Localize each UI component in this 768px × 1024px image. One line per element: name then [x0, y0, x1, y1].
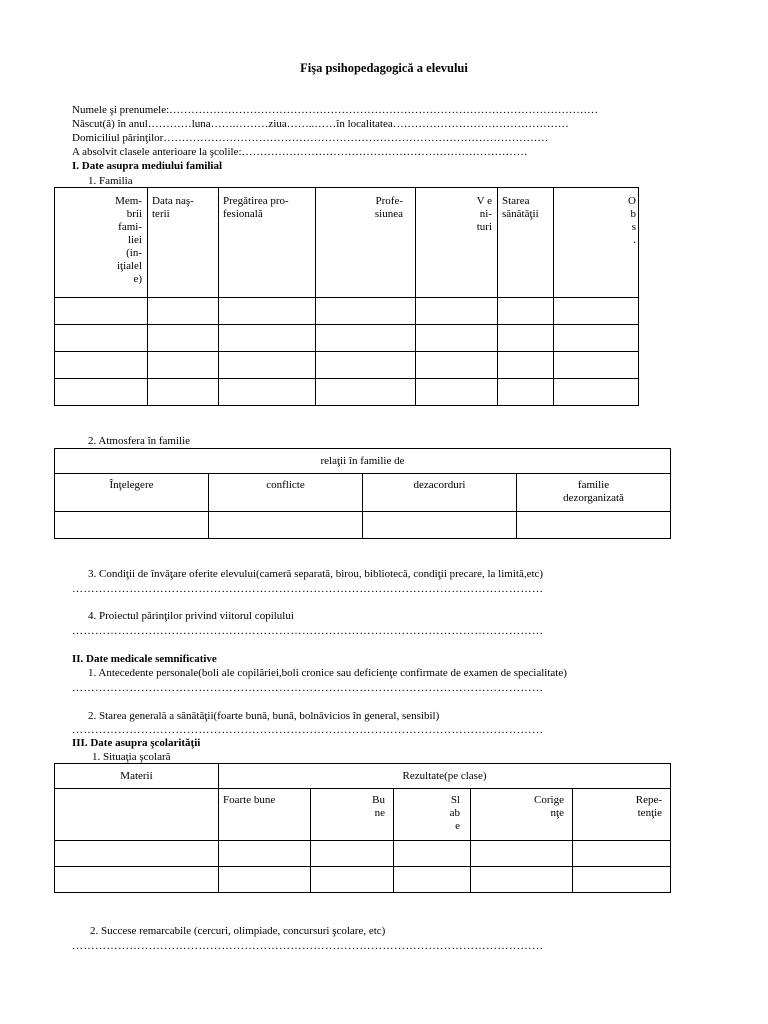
atmosphere-label: 2. Atmosfera în familie — [88, 435, 191, 447]
table-cell[interactable] — [573, 841, 671, 867]
table-row — [55, 512, 671, 539]
school-header-row — [55, 764, 671, 789]
atmosphere-cols-row — [55, 474, 671, 512]
subjects-header: Materii — [55, 764, 219, 789]
conditions-label: 3. Condiţii de învăţare oferite elevului(cameră separată, birou, bibliotecă, condiţii precare, la limită,etc) — [88, 568, 544, 580]
family-header-cell: Profe- siunea — [316, 188, 416, 298]
table-row — [55, 841, 671, 867]
table-cell[interactable] — [219, 867, 311, 893]
table-cell[interactable] — [554, 325, 639, 352]
table-cell[interactable] — [219, 352, 316, 379]
table-cell[interactable] — [498, 298, 554, 325]
atmosphere-header-row — [55, 449, 671, 474]
table-cell[interactable] — [219, 379, 316, 406]
table-cell[interactable] — [416, 298, 498, 325]
table-row — [55, 379, 639, 406]
field-parents-domicile: Domiciliul părinţilor…………………………………………………………………………………………… — [72, 132, 549, 144]
table-cell[interactable] — [471, 867, 573, 893]
table-cell[interactable] — [316, 379, 416, 406]
section-2-heading: II. Date medicale semnificative — [72, 653, 217, 665]
table-cell[interactable] — [55, 325, 148, 352]
family-header-cell: Mem- brii fami- liei (in- iţialel e) — [55, 188, 148, 298]
project-label: 4. Proiectul părinţilor privind viitorul copilului — [88, 610, 294, 622]
table-cell[interactable] — [148, 352, 219, 379]
table-cell[interactable] — [363, 512, 517, 539]
table-row — [55, 298, 639, 325]
antecedents-label: 1. Antecedente personale(boli ale copilăriei,boli cronice sau deficienţe confirmate de examen de specialitate) — [88, 667, 567, 679]
page-title: Fişa psihopedagogică a elevului — [300, 61, 468, 75]
relation-col: conflicte — [209, 474, 363, 512]
field-born: Născut(ă) în anul…………luna…….………ziua……..……în localitatea………………………………………… — [72, 118, 569, 130]
table-cell[interactable] — [316, 298, 416, 325]
section-1-heading: I. Date asupra mediului familial — [72, 160, 223, 172]
table-cell[interactable] — [148, 379, 219, 406]
table-row — [55, 867, 671, 893]
table-cell[interactable] — [554, 352, 639, 379]
results-col: Foarte bune — [219, 789, 311, 841]
relation-col: familie dezorganizată — [517, 474, 671, 512]
school-situation-table — [54, 763, 671, 893]
section-3-heading: III. Date asupra şcolarităţii — [72, 737, 201, 749]
table-cell[interactable] — [394, 841, 471, 867]
table-cell[interactable] — [316, 352, 416, 379]
table-cell[interactable] — [573, 867, 671, 893]
results-col: Repe- tenţie — [573, 789, 671, 841]
table-cell[interactable] — [311, 841, 394, 867]
table-cell[interactable] — [498, 325, 554, 352]
family-header-cell: Data naş- terii — [148, 188, 219, 298]
table-cell[interactable] — [219, 298, 316, 325]
table-cell[interactable] — [55, 352, 148, 379]
family-header-row — [55, 188, 639, 298]
situation-label: 1. Situaţia şcolară — [92, 751, 171, 763]
family-table — [54, 187, 639, 406]
relation-col: dezacorduri — [363, 474, 517, 512]
table-cell[interactable] — [498, 379, 554, 406]
results-col: Bu ne — [311, 789, 394, 841]
success-label: 2. Succese remarcabile (cercuri, olimpiade, concursuri şcolare, etc) — [90, 925, 386, 937]
table-row — [55, 325, 639, 352]
dotted-answer-line[interactable]: …………………………………………………………………………………………………………… — [72, 682, 544, 694]
dotted-answer-line[interactable]: …………………………………………………………………………………………………………… — [72, 583, 544, 595]
table-cell[interactable] — [416, 379, 498, 406]
table-cell[interactable] — [517, 512, 671, 539]
relation-col: Înţelegere — [55, 474, 209, 512]
table-cell[interactable] — [311, 867, 394, 893]
table-cell[interactable] — [498, 352, 554, 379]
table-cell[interactable] — [219, 841, 311, 867]
dotted-answer-line[interactable]: …………………………………………………………………………………………………………… — [72, 940, 544, 952]
table-cell[interactable] — [416, 325, 498, 352]
table-cell[interactable] — [394, 867, 471, 893]
dotted-answer-line[interactable]: …………………………………………………………………………………………………………… — [72, 625, 544, 637]
table-cell[interactable] — [316, 325, 416, 352]
family-header-cell: O b s . — [554, 188, 639, 298]
table-cell — [55, 789, 219, 841]
atmosphere-table — [54, 448, 671, 539]
table-cell[interactable] — [471, 841, 573, 867]
results-header: Rezultate(pe clase) — [219, 764, 671, 789]
field-previous-classes: A absolvit clasele anterioare la şcolile:…………………………………………………………………… — [72, 146, 528, 158]
table-cell[interactable] — [148, 298, 219, 325]
family-header-cell: Starea sănătăţii — [498, 188, 554, 298]
field-name: Numele şi prenumele:……………………………………………………………………………………………………… — [72, 104, 599, 116]
table-cell[interactable] — [554, 379, 639, 406]
school-cols-row — [55, 789, 671, 841]
table-cell[interactable] — [219, 325, 316, 352]
table-cell[interactable] — [55, 512, 209, 539]
results-col: Sl ab e — [394, 789, 471, 841]
dotted-answer-line[interactable]: …………………………………………………………………………………………………………… — [72, 724, 544, 736]
table-cell[interactable] — [416, 352, 498, 379]
table-row — [55, 352, 639, 379]
family-header-cell: Pregătirea pro- fesională — [219, 188, 316, 298]
table-cell[interactable] — [55, 841, 219, 867]
table-cell[interactable] — [148, 325, 219, 352]
table-cell[interactable] — [55, 867, 219, 893]
relations-header: relaţii în familie de — [55, 449, 671, 474]
table-cell[interactable] — [55, 298, 148, 325]
family-label: 1. Familia — [88, 175, 133, 187]
table-cell[interactable] — [55, 379, 148, 406]
health-label: 2. Starea generală a sănătăţii(foarte bună, bună, bolnăvicios în general, sensibil) — [88, 710, 440, 722]
table-cell[interactable] — [209, 512, 363, 539]
family-header-cell: V e ni- turi — [416, 188, 498, 298]
table-cell[interactable] — [554, 298, 639, 325]
results-col: Corige nţe — [471, 789, 573, 841]
